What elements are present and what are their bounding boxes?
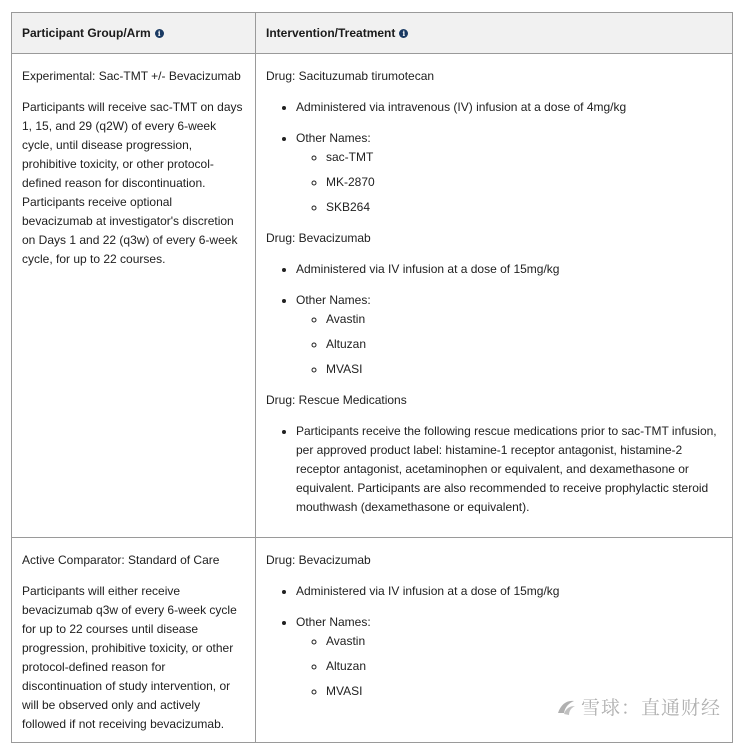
arm-title: Active Comparator: Standard of Care bbox=[22, 553, 220, 567]
other-names-list bbox=[296, 310, 722, 379]
drug-details-list bbox=[266, 422, 722, 517]
other-name: ◦ Avastin bbox=[326, 310, 722, 329]
arms-interventions-table bbox=[11, 12, 733, 743]
drug-details-list bbox=[266, 582, 722, 701]
other-names-item bbox=[296, 291, 722, 379]
drug-detail: • Administered via IV infusion at a dose of 15mg/kg bbox=[296, 260, 722, 279]
drug-name: Drug: Sacituzumab tirumotecan bbox=[266, 69, 435, 83]
header-intervention bbox=[256, 13, 733, 54]
drug-detail: • Administered via intravenous (IV) infusion at a dose of 4mg/kg bbox=[296, 98, 722, 117]
snowball-logo-icon bbox=[555, 696, 577, 718]
arm-cell bbox=[12, 538, 256, 743]
other-name: ◦ MVASI bbox=[326, 682, 722, 701]
info-icon[interactable]: i bbox=[155, 29, 164, 38]
drug-name: Drug: Bevacizumab bbox=[266, 231, 371, 245]
other-names-list bbox=[296, 148, 722, 217]
drug-detail: • Administered via IV infusion at a dose of 15mg/kg bbox=[296, 582, 722, 601]
other-names-label: Other Names: bbox=[296, 615, 371, 629]
drug-detail: • Participants receive the following rescue medications prior to sac-TMT infusion, per approved product label: histamine-1 receptor antagonist, histamine-2 receptor antagonist, acetaminophen or equivalent, and dexamethasone or equivalent. Participants are also recommended to receive prophylactic steroid mouthwash (dexamethasone or equivalent). bbox=[296, 422, 722, 517]
watermark-text: 雪球：直通财经 bbox=[580, 697, 721, 719]
drug-details-list bbox=[266, 260, 722, 379]
table-header-row bbox=[12, 13, 733, 54]
drug-details-list bbox=[266, 98, 722, 217]
other-name: ◦ Avastin bbox=[326, 632, 722, 651]
other-name: ◦ MVASI bbox=[326, 360, 722, 379]
other-name: ◦ Altuzan bbox=[326, 335, 722, 354]
arm-cell bbox=[12, 54, 256, 538]
other-name: ◦ MK-2870 bbox=[326, 173, 722, 192]
arm-description: Participants will either receive bevacizumab q3w of every 6-week cycle for up to 22 courses until disease progression, prohibitive toxicity, or other protocol-defined reason for discontinuation of study intervention, or will be observed only and actively followed if not receiving bevacizumab. bbox=[22, 584, 237, 731]
intervention-cell bbox=[256, 54, 733, 538]
drug-name: Drug: Bevacizumab bbox=[266, 553, 371, 567]
arm-title: Experimental: Sac-TMT +/- Bevacizumab bbox=[22, 69, 241, 83]
other-names-list bbox=[296, 632, 722, 701]
other-names-label: Other Names: bbox=[296, 131, 371, 145]
other-name: ◦ SKB264 bbox=[326, 198, 722, 217]
drug-name: Drug: Rescue Medications bbox=[266, 393, 407, 407]
header-label: Participant Group/Arm bbox=[22, 26, 151, 40]
other-name: ◦ sac-TMT bbox=[326, 148, 722, 167]
other-names-label: Other Names: bbox=[296, 293, 371, 307]
other-names-item bbox=[296, 129, 722, 217]
watermark bbox=[555, 693, 721, 720]
other-name: ◦ Altuzan bbox=[326, 657, 722, 676]
info-icon[interactable]: i bbox=[399, 29, 408, 38]
header-label: Intervention/Treatment bbox=[266, 26, 396, 40]
header-participant-group bbox=[12, 13, 256, 54]
arm-description: Participants will receive sac-TMT on days 1, 15, and 29 (q2W) of every 6-week cycle, until disease progression, prohibitive toxicity, or other protocol-defined reason for discontinuation. Participants receive optional bevacizumab at investigator's discretion on Days 1 and 22 (q3w) of every 6-week cycle, for up to 22 courses. bbox=[22, 100, 243, 266]
table-row bbox=[12, 54, 733, 538]
other-names-item bbox=[296, 613, 722, 701]
